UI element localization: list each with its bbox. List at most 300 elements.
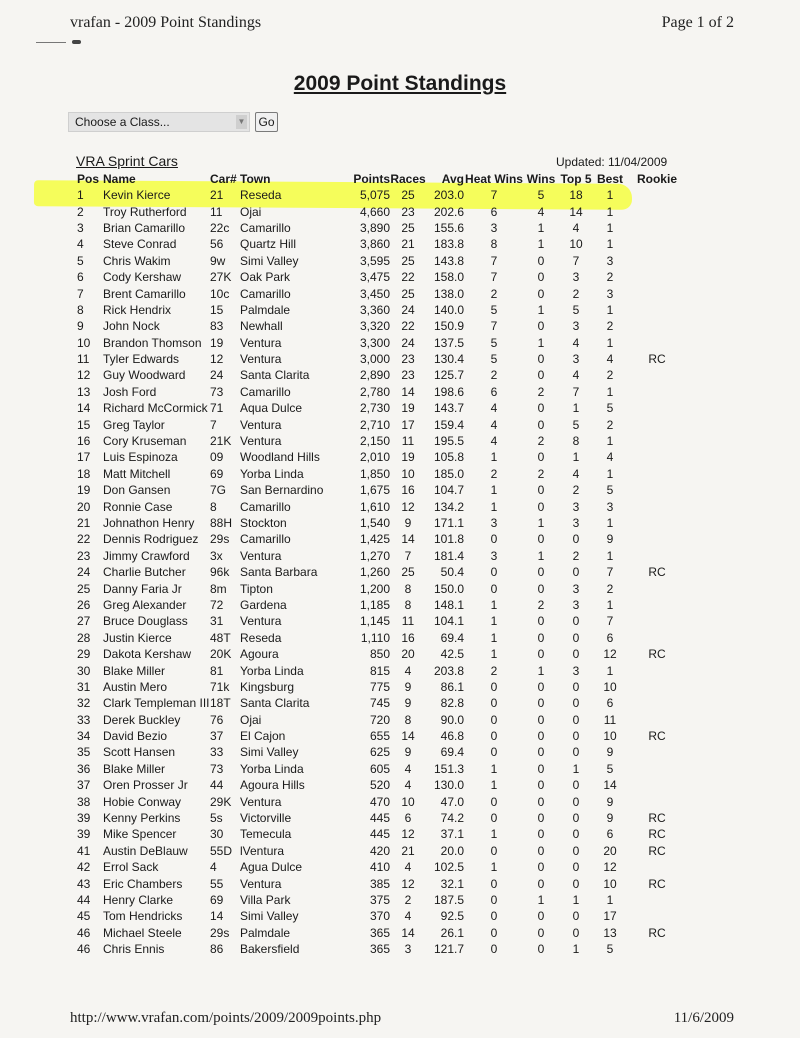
cell-wins: 0 xyxy=(537,286,545,301)
cell-town: Santa Clarita xyxy=(240,696,310,711)
cell-races: 25 xyxy=(401,188,415,203)
cell-car: 71 xyxy=(210,401,224,416)
cell-car: 20K xyxy=(210,647,232,662)
cell-best: 2 xyxy=(606,581,614,596)
cell-top5: 0 xyxy=(572,794,580,809)
cell-heat-wins: 0 xyxy=(490,581,498,596)
cell-car: 22c xyxy=(210,220,230,235)
header-rookie: Rookie xyxy=(636,172,677,186)
cell-wins: 0 xyxy=(537,745,545,760)
cell-points: 370 xyxy=(369,909,390,924)
cell-name: Josh Ford xyxy=(103,384,157,399)
cell-pos: 37 xyxy=(77,778,91,793)
cell-points: 445 xyxy=(369,827,390,842)
header-town: Town xyxy=(240,172,271,186)
cell-pos: 2 xyxy=(77,204,84,219)
cell-heat-wins: 0 xyxy=(490,876,498,891)
cell-best: 3 xyxy=(606,286,614,301)
cell-points: 375 xyxy=(369,892,390,907)
cell-points: 3,890 xyxy=(359,220,390,235)
cell-name: Danny Faria Jr xyxy=(103,581,182,596)
cell-points: 720 xyxy=(369,712,390,727)
cell-rookie xyxy=(626,515,688,531)
cell-races: 25 xyxy=(401,220,415,235)
cell-rookie xyxy=(626,220,688,236)
cell-races: 19 xyxy=(401,401,415,416)
cell-races: 25 xyxy=(401,286,415,301)
cell-races: 8 xyxy=(404,581,412,596)
cell-name: Richard McCormick xyxy=(103,401,208,416)
cell-town: Agoura Hills xyxy=(240,778,305,793)
cell-pos: 1 xyxy=(77,188,84,203)
cell-top5: 7 xyxy=(572,253,580,268)
cell-points: 3,450 xyxy=(359,286,390,301)
cell-wins: 0 xyxy=(537,712,545,727)
series-title: VRA Sprint Cars xyxy=(76,153,178,169)
cell-races: 20 xyxy=(401,647,415,662)
cell-top5: 0 xyxy=(572,614,580,629)
cell-car: 24 xyxy=(210,368,224,383)
cell-car: 7 xyxy=(210,417,217,432)
cell-races: 8 xyxy=(404,597,412,612)
cell-avg: 92.5 xyxy=(440,909,464,924)
cell-races: 24 xyxy=(401,302,415,317)
cell-car: 88H xyxy=(210,516,233,530)
cell-top5: 0 xyxy=(572,532,580,547)
cell-avg: 134.2 xyxy=(433,499,464,514)
cell-town: Reseda xyxy=(240,630,282,645)
cell-races: 23 xyxy=(401,352,415,367)
cell-wins: 4 xyxy=(537,204,545,219)
cell-car: 29s xyxy=(210,925,230,940)
cell-avg: 101.8 xyxy=(433,532,464,547)
cell-avg: 86.1 xyxy=(440,679,464,694)
table-row xyxy=(68,646,688,662)
header-best: Best xyxy=(596,172,623,186)
cell-points: 3,860 xyxy=(359,237,390,252)
cell-car: 21K xyxy=(210,434,232,449)
cell-points: 1,270 xyxy=(359,548,390,563)
cell-pos: 23 xyxy=(77,548,91,563)
cell-name: Blake Miller xyxy=(103,761,166,776)
cell-points: 1,145 xyxy=(359,614,390,629)
table-row xyxy=(68,843,688,859)
cell-heat-wins: 0 xyxy=(490,942,498,957)
cell-name: Austin DeBlauw xyxy=(103,843,188,858)
cell-pos: 14 xyxy=(77,401,91,416)
cell-car: 44 xyxy=(210,778,224,793)
cell-pos: 32 xyxy=(77,696,91,711)
standings-table xyxy=(68,171,688,957)
cell-town: Ventura xyxy=(240,417,282,432)
cell-races: 21 xyxy=(401,237,415,252)
cell-rookie xyxy=(626,285,688,301)
cell-top5: 3 xyxy=(572,270,580,285)
cell-wins: 0 xyxy=(537,532,545,547)
chevron-down-icon[interactable]: ▼ xyxy=(236,115,247,129)
cell-wins: 2 xyxy=(537,434,545,449)
cell-car: 10c xyxy=(210,286,230,301)
cell-name: Hobie Conway xyxy=(103,794,182,809)
cell-rookie xyxy=(626,679,688,695)
cell-rookie: RC xyxy=(648,729,666,744)
class-select[interactable] xyxy=(68,112,250,132)
cell-car: 8 xyxy=(210,499,217,514)
cell-points: 2,150 xyxy=(359,434,390,449)
cell-races: 21 xyxy=(401,843,415,858)
cell-town: Santa Clarita xyxy=(240,368,310,383)
cell-wins: 1 xyxy=(537,302,545,317)
cell-points: 2,890 xyxy=(359,368,390,383)
cell-name: Charlie Butcher xyxy=(103,565,186,580)
cell-town: Camarillo xyxy=(240,220,291,235)
cell-heat-wins: 0 xyxy=(490,794,498,809)
cell-points: 1,110 xyxy=(360,630,390,645)
cell-wins: 2 xyxy=(537,597,545,612)
cell-pos: 21 xyxy=(77,516,91,530)
cell-heat-wins: 7 xyxy=(490,188,498,203)
cell-top5: 3 xyxy=(572,663,580,678)
cell-town: Yorba Linda xyxy=(240,663,304,678)
cell-races: 9 xyxy=(404,696,412,711)
table-row xyxy=(68,187,688,203)
cell-races: 11 xyxy=(401,434,415,449)
table-row xyxy=(68,548,688,564)
cell-pos: 42 xyxy=(77,860,91,875)
cell-car: 7G xyxy=(210,483,227,498)
cell-wins: 1 xyxy=(537,548,545,563)
header-heat-wins: Heat Wins xyxy=(465,172,523,186)
cell-pos: 16 xyxy=(77,434,91,449)
cell-heat-wins: 2 xyxy=(490,466,498,481)
cell-town: Ventura xyxy=(240,876,282,891)
cell-car: 18T xyxy=(210,696,231,711)
cell-name: Brent Camarillo xyxy=(103,286,186,301)
cell-pos: 26 xyxy=(77,597,91,612)
cell-top5: 0 xyxy=(572,860,580,875)
cell-rookie xyxy=(626,400,688,416)
cell-wins: 0 xyxy=(537,581,545,596)
cell-wins: 5 xyxy=(537,188,545,203)
table-row xyxy=(68,941,688,957)
cell-top5: 4 xyxy=(572,466,580,481)
cell-races: 19 xyxy=(401,450,415,465)
table-row xyxy=(68,318,688,334)
cell-name: Oren Prosser Jr xyxy=(103,778,188,793)
cell-name: Luis Espinoza xyxy=(103,450,178,465)
cell-rookie xyxy=(626,433,688,449)
cell-rookie xyxy=(626,548,688,564)
cell-pos: 41 xyxy=(77,843,91,858)
cell-races: 25 xyxy=(401,253,415,268)
cell-best: 7 xyxy=(606,614,614,629)
cell-car: 19 xyxy=(210,335,224,350)
cell-car: 55D xyxy=(210,843,233,858)
cell-town: Camarillo xyxy=(240,532,291,547)
cell-heat-wins: 6 xyxy=(490,204,498,219)
cell-top5: 7 xyxy=(572,384,580,399)
header-car: Car# xyxy=(210,172,237,186)
cell-top5: 1 xyxy=(572,761,580,776)
cell-top5: 18 xyxy=(569,188,583,203)
cell-rookie xyxy=(626,712,688,728)
cell-pos: 30 xyxy=(77,663,91,678)
cell-rookie xyxy=(626,630,688,646)
cell-top5: 0 xyxy=(572,843,580,858)
cell-best: 7 xyxy=(606,565,614,580)
cell-heat-wins: 0 xyxy=(490,892,498,907)
cell-rookie xyxy=(626,236,688,252)
cell-town: Victorville xyxy=(240,811,292,826)
cell-name: Justin Kierce xyxy=(103,630,172,645)
header-top5: Top 5 xyxy=(560,172,592,186)
cell-races: 14 xyxy=(401,729,415,744)
cell-name: Matt Mitchell xyxy=(103,466,171,481)
standings-body xyxy=(68,187,688,957)
cell-races: 10 xyxy=(401,466,415,481)
cell-points: 470 xyxy=(369,794,390,809)
table-row xyxy=(68,302,688,318)
cell-avg: 138.0 xyxy=(433,286,464,301)
cell-points: 3,360 xyxy=(359,302,390,317)
cell-rookie xyxy=(626,793,688,809)
table-row xyxy=(68,515,688,531)
cell-best: 2 xyxy=(606,417,614,432)
cell-rookie xyxy=(626,253,688,269)
cell-heat-wins: 4 xyxy=(490,434,498,449)
go-button[interactable]: Go xyxy=(255,112,278,132)
cell-avg: 183.8 xyxy=(433,237,464,252)
cell-car: 4 xyxy=(210,860,217,875)
cell-points: 3,320 xyxy=(359,319,390,334)
cell-points: 745 xyxy=(369,696,390,711)
cell-best: 1 xyxy=(606,892,614,907)
cell-wins: 0 xyxy=(537,843,545,858)
cell-heat-wins: 8 xyxy=(490,237,498,252)
cell-heat-wins: 3 xyxy=(490,548,498,563)
cell-town: Tipton xyxy=(240,581,273,596)
cell-top5: 4 xyxy=(572,368,580,383)
cell-car: 15 xyxy=(210,302,224,317)
header-name: Name xyxy=(103,172,136,186)
cell-town: Camarillo xyxy=(240,499,291,514)
cell-wins: 0 xyxy=(537,876,545,891)
cell-points: 815 xyxy=(369,663,390,678)
cell-car: 48T xyxy=(210,630,231,645)
cell-avg: 181.4 xyxy=(433,548,464,563)
cell-points: 1,540 xyxy=(359,516,390,530)
cell-car: 09 xyxy=(210,450,224,465)
cell-rookie xyxy=(626,449,688,465)
cell-rookie: RC xyxy=(648,827,666,842)
header-wins: Wins xyxy=(526,172,556,186)
cell-name: Chris Ennis xyxy=(103,942,165,957)
updated-date: Updated: 11/04/2009 xyxy=(556,155,668,169)
cell-heat-wins: 0 xyxy=(490,712,498,727)
cell-town: Kingsburg xyxy=(240,679,295,694)
cell-wins: 2 xyxy=(537,466,545,481)
cell-points: 365 xyxy=(369,925,390,940)
table-row xyxy=(68,449,688,465)
cell-rookie xyxy=(626,384,688,400)
table-row xyxy=(68,810,688,826)
cell-rookie: RC xyxy=(648,811,666,826)
cell-name: John Nock xyxy=(103,319,160,334)
cell-points: 2,710 xyxy=(359,417,390,432)
cell-town: San Bernardino xyxy=(240,483,324,498)
cell-avg: 143.7 xyxy=(433,401,464,416)
cell-races: 11 xyxy=(401,614,415,629)
cell-rookie: RC xyxy=(648,565,666,580)
cell-best: 2 xyxy=(606,270,614,285)
cell-avg: 104.1 xyxy=(433,614,464,629)
cell-town: Ventura xyxy=(240,794,282,809)
cell-top5: 5 xyxy=(572,417,580,432)
cell-races: 12 xyxy=(401,876,415,891)
cell-town: Woodland Hills xyxy=(240,450,320,465)
cell-best: 14 xyxy=(603,778,617,793)
cell-heat-wins: 1 xyxy=(490,499,498,514)
table-row xyxy=(68,351,688,367)
header-races: Races xyxy=(390,172,426,186)
table-row xyxy=(68,859,688,875)
cell-car: 33 xyxy=(210,745,224,760)
cell-top5: 4 xyxy=(572,335,580,350)
cell-name: David Bezio xyxy=(103,729,168,744)
cell-points: 1,850 xyxy=(359,466,390,481)
cell-heat-wins: 0 xyxy=(490,679,498,694)
cell-best: 6 xyxy=(606,696,614,711)
table-row xyxy=(68,630,688,646)
table-row xyxy=(68,793,688,809)
cell-pos: 5 xyxy=(77,253,84,268)
cell-avg: 130.4 xyxy=(433,352,464,367)
cell-town: Camarillo xyxy=(240,286,291,301)
header-pos: Pos xyxy=(77,172,100,186)
cell-name: Kevin Kierce xyxy=(103,188,171,203)
table-row xyxy=(68,285,688,301)
cell-top5: 0 xyxy=(572,909,580,924)
cell-best: 9 xyxy=(606,811,614,826)
cell-best: 12 xyxy=(603,860,617,875)
cell-pos: 22 xyxy=(77,532,91,547)
table-row xyxy=(68,580,688,596)
cell-wins: 1 xyxy=(537,237,545,252)
cell-avg: 32.1 xyxy=(440,876,464,891)
cell-name: Steve Conrad xyxy=(103,237,177,252)
cell-heat-wins: 0 xyxy=(490,925,498,940)
cell-rookie xyxy=(626,941,688,957)
cell-avg: 74.2 xyxy=(440,811,464,826)
cell-rookie xyxy=(626,580,688,596)
cell-name: Blake Miller xyxy=(103,663,166,678)
cell-rookie: RC xyxy=(648,876,666,891)
cell-pos: 39 xyxy=(77,811,91,826)
cell-best: 1 xyxy=(606,548,614,563)
cell-points: 2,780 xyxy=(359,384,390,399)
cell-rookie xyxy=(626,302,688,318)
cell-best: 13 xyxy=(603,925,617,940)
cell-name: Mike Spencer xyxy=(103,827,177,842)
cell-pos: 3 xyxy=(77,220,84,235)
cell-top5: 1 xyxy=(572,892,580,907)
cell-heat-wins: 0 xyxy=(490,811,498,826)
cell-name: Cody Kershaw xyxy=(103,270,182,285)
cell-town: Palmdale xyxy=(240,302,291,317)
cell-races: 4 xyxy=(404,663,412,678)
cell-name: Derek Buckley xyxy=(103,712,181,727)
table-row xyxy=(68,925,688,941)
cell-town: Ventura xyxy=(240,335,282,350)
cell-avg: 150.0 xyxy=(433,581,464,596)
cell-wins: 1 xyxy=(537,335,545,350)
table-row xyxy=(68,531,688,547)
cell-town: Yorba Linda xyxy=(240,466,304,481)
cell-wins: 1 xyxy=(537,663,545,678)
cell-best: 5 xyxy=(606,483,614,498)
table-row xyxy=(68,564,688,580)
cell-heat-wins: 0 xyxy=(490,745,498,760)
cell-rookie: RC xyxy=(648,925,666,940)
cell-points: 420 xyxy=(369,843,390,858)
cell-top5: 1 xyxy=(572,401,580,416)
cell-points: 3,300 xyxy=(359,335,390,350)
cell-top5: 3 xyxy=(572,581,580,596)
cell-heat-wins: 1 xyxy=(490,483,498,498)
cell-wins: 0 xyxy=(537,270,545,285)
cell-pos: 20 xyxy=(77,499,91,514)
cell-avg: 185.0 xyxy=(433,466,464,481)
cell-car: 56 xyxy=(210,237,224,252)
cell-races: 16 xyxy=(401,483,415,498)
cell-name: Rick Hendrix xyxy=(103,302,172,317)
cell-pos: 28 xyxy=(77,630,91,645)
cell-town: Newhall xyxy=(240,319,283,334)
print-header xyxy=(70,14,734,32)
cell-races: 8 xyxy=(404,712,412,727)
cell-races: 25 xyxy=(401,565,415,580)
cell-heat-wins: 4 xyxy=(490,401,498,416)
cell-pos: 17 xyxy=(77,450,91,465)
cell-rookie xyxy=(626,187,688,203)
cell-rookie xyxy=(626,662,688,678)
cell-top5: 3 xyxy=(572,516,580,530)
cell-town: Reseda xyxy=(240,188,282,203)
cell-avg: 148.1 xyxy=(433,597,464,612)
cell-car: 11 xyxy=(210,204,223,219)
cell-races: 16 xyxy=(401,630,415,645)
cell-car: 69 xyxy=(210,466,224,481)
table-row xyxy=(68,875,688,891)
cell-wins: 0 xyxy=(537,909,545,924)
cell-car: 12 xyxy=(210,352,224,367)
cell-rookie xyxy=(626,744,688,760)
cell-name: Clark Templeman III xyxy=(103,696,210,711)
cell-town: Santa Barbara xyxy=(240,565,318,580)
cell-points: 1,610 xyxy=(359,499,390,514)
cell-points: 410 xyxy=(369,860,390,875)
cell-points: 625 xyxy=(369,745,390,760)
cell-town: Villa Park xyxy=(240,892,291,907)
cell-avg: 90.0 xyxy=(440,712,464,727)
cell-rookie xyxy=(626,416,688,432)
cell-best: 1 xyxy=(606,204,614,219)
cell-wins: 0 xyxy=(537,811,545,826)
cell-pos: 10 xyxy=(77,335,91,350)
cell-best: 9 xyxy=(606,532,614,547)
cell-town: Gardena xyxy=(240,597,287,612)
cell-town: Palmdale xyxy=(240,925,291,940)
